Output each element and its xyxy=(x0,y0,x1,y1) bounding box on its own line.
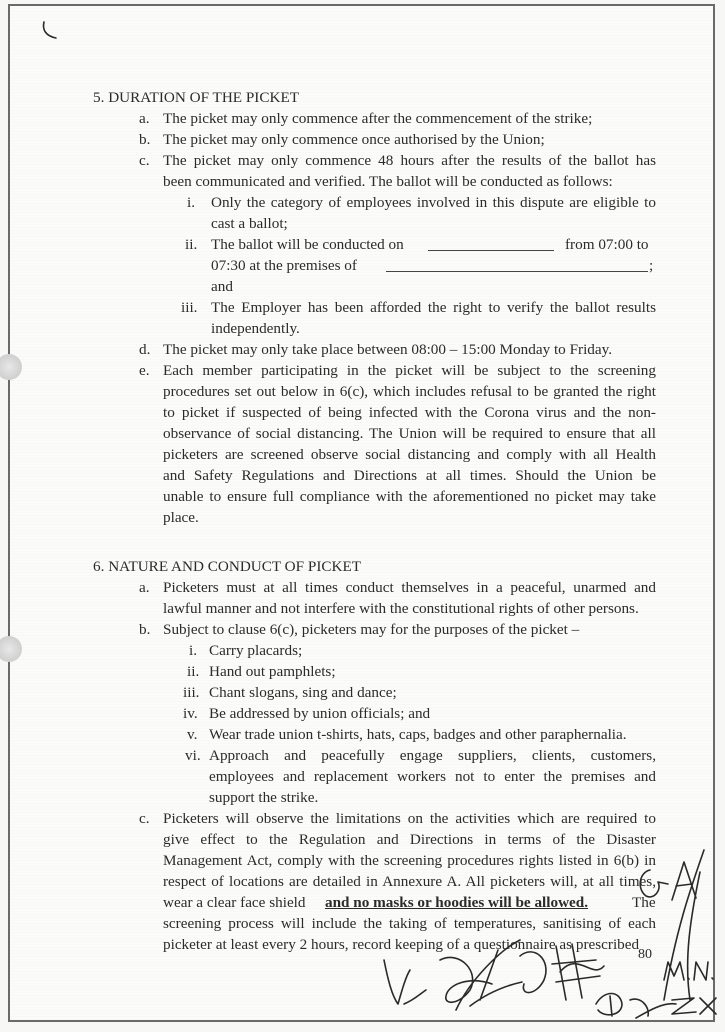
subitem-marker: ii. xyxy=(185,236,198,253)
subitem-text: from 07:00 to xyxy=(565,236,649,253)
item-text: place. xyxy=(163,509,199,526)
subitem-text: employees and replacement workers not to enter the premises and xyxy=(209,768,656,785)
item-text: The picket may only commence 48 hours after the results of the ballot has xyxy=(163,152,656,169)
section-heading: 6. NATURE AND CONDUCT OF PICKET xyxy=(93,558,362,575)
subitem-marker: i. xyxy=(187,194,196,211)
item-marker: a. xyxy=(139,110,150,127)
item-text: screening process will include the taking of temperatures, sanitising of each xyxy=(163,915,656,932)
item-text: procedures set out below in 6(c), which includes refusal to be granted the right xyxy=(163,383,656,400)
item-text: observance of social distancing. The Union will be required to ensure that all xyxy=(163,425,656,442)
subitem-text: Carry placards; xyxy=(209,642,303,659)
item-text: Subject to clause 6(c), picketers may for the purposes of the picket – xyxy=(163,621,580,638)
item-text: picketer at least every 2 hours, record keeping of a questionnaire as prescribed xyxy=(163,936,640,953)
subitem-marker: iii. xyxy=(183,684,200,701)
page-number: 80 xyxy=(638,947,652,962)
subitem-text: support the strike. xyxy=(209,789,319,806)
subitem-text: The Employer has been afforded the right to verify the ballot results xyxy=(211,299,656,316)
item-text: and Safety Regulations and Directions at all times. Should the Union be xyxy=(163,467,656,484)
subitem-text: and xyxy=(211,278,233,295)
item-text: wear a clear face shield xyxy=(163,894,306,911)
subitem-marker: vi. xyxy=(185,747,201,764)
item-text: The picket may only commence after the commencement of the strike; xyxy=(163,110,593,127)
subitem-marker: iv. xyxy=(183,705,198,722)
item-marker: d. xyxy=(139,341,151,358)
item-text: picketers are screened observe social distancing and comply with all Health xyxy=(163,446,656,463)
emphasis-text: and no masks or hoodies will be allowed. xyxy=(325,894,589,911)
subitem-text: Hand out pamphlets; xyxy=(209,663,336,680)
item-text: give effect to the Regulation and Directions in terms of the Disaster xyxy=(163,831,656,848)
item-marker: c. xyxy=(139,810,150,827)
item-text: respect of locations are detailed in Annexure A. All picketers will, at all times, xyxy=(163,873,656,890)
subitem-text: Only the category of employees involved in this dispute are eligible to xyxy=(211,194,656,211)
section-heading: 5. DURATION OF THE PICKET xyxy=(93,89,300,106)
item-text: to picket if suspected of being infected with the Corona virus and the non- xyxy=(163,404,656,421)
subitem-text: The ballot will be conducted on xyxy=(211,236,404,253)
item-marker: b. xyxy=(139,621,151,638)
item-marker: e. xyxy=(139,362,150,379)
pen-mark xyxy=(44,22,57,38)
item-marker: b. xyxy=(139,131,151,148)
item-text: Management Act, comply with the screening procedures rights listed in 6(b) in xyxy=(163,852,656,869)
subitem-text: ; xyxy=(649,257,654,274)
item-text: Picketers will observe the limitations on the activities which are required to xyxy=(163,810,656,827)
subitem-marker: v. xyxy=(187,726,198,743)
subitem-marker: i. xyxy=(189,642,198,659)
item-text: The picket may only take place between 08:00 – 15:00 Monday to Friday. xyxy=(163,341,613,358)
item-text: been communicated and verified. The ballot will be conducted as follows: xyxy=(163,173,613,190)
subitem-marker: iii. xyxy=(181,299,198,316)
subitem-text: cast a ballot; xyxy=(211,215,288,232)
subitem-text: independently. xyxy=(211,320,300,337)
subitem-text: Be addressed by union officials; and xyxy=(209,705,431,722)
subitem-marker: ii. xyxy=(187,663,200,680)
item-text: unable to ensure full compliance with the aforementioned no picket may take xyxy=(163,488,656,505)
subitem-text: 07:30 at the premises of xyxy=(211,257,357,274)
item-text: lawful manner and not interfere with the constitutional rights of other persons. xyxy=(163,600,639,617)
subitem-text: Approach and peacefully engage suppliers, clients, customers, xyxy=(209,747,656,764)
item-text: The picket may only commence once authorised by the Union; xyxy=(163,131,545,148)
item-text: Each member participating in the picket will be subject to the screening xyxy=(163,362,656,379)
item-marker: a. xyxy=(139,579,150,596)
subitem-text: Chant slogans, sing and dance; xyxy=(209,684,397,701)
item-marker: c. xyxy=(139,152,150,169)
item-text: The xyxy=(632,894,656,911)
subitem-text: Wear trade union t-shirts, hats, caps, badges and other paraphernalia. xyxy=(209,726,627,743)
item-text: Picketers must at all times conduct themselves in a peaceful, unarmed and xyxy=(163,579,656,596)
